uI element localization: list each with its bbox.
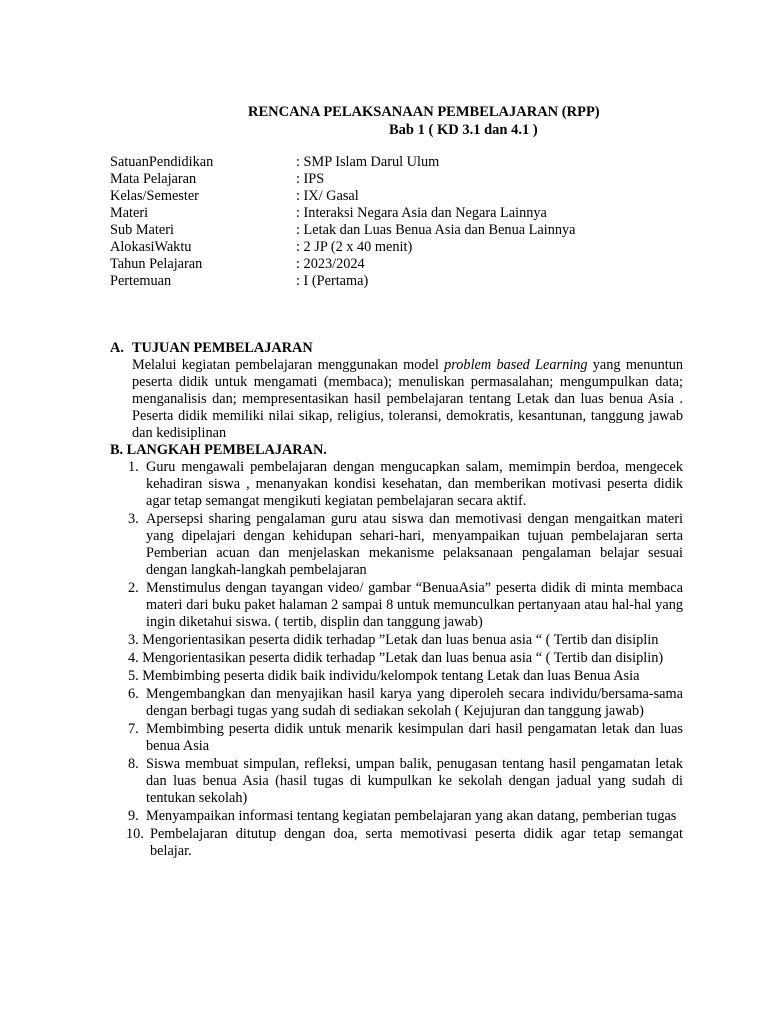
list-item xyxy=(110,511,683,579)
identity-value: : 2023/2024 xyxy=(296,256,365,272)
step-number: 1. xyxy=(128,459,139,475)
step-number: 7. xyxy=(128,721,139,737)
step-number: 5. xyxy=(128,668,139,684)
step-number: 10. xyxy=(126,826,144,842)
section-a-title: TUJUAN PEMBELAJARAN xyxy=(132,340,313,356)
section-tujuan xyxy=(110,340,683,442)
step-text: Mengembangkan dan menyajikan hasil karya yang diperoleh secara individu/bersama-sama dengan berbagi tugas yang sudah di sediakan sekolah ( Kejujuran dan tanggung jawab) xyxy=(146,686,683,719)
identity-row xyxy=(110,222,670,239)
list-item xyxy=(110,721,683,755)
step-number: 2. xyxy=(128,580,139,596)
step-text: Pembelajaran ditutup dengan doa, serta memotivasi peserta didik agar tetap semangat belajar. xyxy=(150,826,683,859)
step-number: 3. xyxy=(128,632,139,648)
list-item xyxy=(110,808,683,825)
identity-table xyxy=(110,154,670,290)
step-text: Mengorientasikan peserta didik terhadap ”Letak dan luas benua asia “ ( Tertib dan disiplin) xyxy=(138,650,664,666)
identity-value: : 2 JP (2 x 40 menit) xyxy=(296,239,413,255)
identity-value: : Letak dan Luas Benua Asia dan Benua Lainnya xyxy=(296,222,576,238)
step-list xyxy=(110,459,683,860)
title-line-2: Bab 1 ( KD 3.1 dan 4.1 ) xyxy=(389,122,538,138)
identity-row xyxy=(110,188,670,205)
identity-value: : IPS xyxy=(296,171,325,187)
tujuan-text-end: yang menuntun peserta didik untuk mengamati (membaca); menuliskan permasalahan; mengumpulkan data; menganalisis dan; mempresentasikan hasil pembelajaran tentang Letak dan luas benua Asia . Peserta didik memiliki nilai sikap, religius, toleransi, demokratis, kesantunan, tanggung jawab dan kedisiplinan xyxy=(132,357,683,441)
list-item xyxy=(110,756,683,807)
tujuan-text-start: Melalui kegiatan pembelajaran menggunakan model xyxy=(132,357,445,373)
identity-row xyxy=(110,256,670,273)
identity-value: : I (Pertama) xyxy=(296,273,369,289)
step-number: 6. xyxy=(128,686,139,702)
list-item xyxy=(110,632,683,649)
identity-row xyxy=(110,171,670,188)
step-text: Membimbing peserta didik baik individu/kelompok tentang Letak dan luas Benua Asia xyxy=(138,668,640,684)
section-b-heading: B. LANGKAH PEMBELAJARAN. xyxy=(110,442,327,458)
identity-key: Pertemuan xyxy=(110,273,172,289)
list-item xyxy=(110,826,683,860)
section-a-heading xyxy=(110,340,683,357)
step-text: Guru mengawali pembelajaran dengan mengucapkan salam, memimpin berdoa, mengecek kehadiran siswa , menanyakan kondisi kesehatan, dan memberikan motivasi peserta didik agar tetap semangat mengikuti kegiatan pembelajaran secara aktif. xyxy=(146,459,683,509)
identity-row xyxy=(110,239,670,256)
step-text: Menstimulus dengan tayangan video/ gambar “BenuaAsia” peserta didik di minta membaca materi dari buku paket halaman 2 sampai 8 untuk memunculkan pertanyaan atau hal-hal yang ingin diketahui siswa. ( tertib, displin dan tanggung jawab) xyxy=(146,580,683,630)
list-item xyxy=(110,580,683,631)
identity-key: Tahun Pelajaran xyxy=(110,256,203,272)
step-text: Apersepsi sharing pengalaman guru atau siswa dan memotivasi dengan mengaitkan materi yang dipelajari dengan kehidupan sehari-hari, menyampaikan tujuan pembelajaran serta Pemberian acuan dan menjelaskan mekanisme pelaksanaan pengalaman belajar sesuai dengan langkah-langkah pembelajaran xyxy=(146,511,683,578)
section-a-letter: A. xyxy=(110,340,124,356)
identity-value: : Interaksi Negara Asia dan Negara Lainnya xyxy=(296,205,547,221)
list-item xyxy=(110,650,683,667)
list-item xyxy=(110,686,683,720)
identity-row xyxy=(110,205,670,222)
identity-key: SatuanPendidikan xyxy=(110,154,214,170)
tujuan-model-name: problem based Learning xyxy=(444,357,588,373)
step-text: Menyampaikan informasi tentang kegiatan pembelajaran yang akan datang, pemberian tugas xyxy=(146,808,677,824)
step-number: 3. xyxy=(128,511,139,527)
step-number: 8. xyxy=(128,756,139,772)
identity-value: : SMP Islam Darul Ulum xyxy=(296,154,440,170)
step-number: 4. xyxy=(128,650,139,666)
identity-key: Kelas/Semester xyxy=(110,188,199,204)
section-langkah xyxy=(110,442,683,861)
title-line-1: RENCANA PELAKSANAAN PEMBELAJARAN (RPP) xyxy=(248,104,600,120)
step-text: Membimbing peserta didik untuk menarik kesimpulan dari hasil pengamatan letak dan luas benua Asia xyxy=(146,721,683,754)
step-text: Mengorientasikan peserta didik terhadap ”Letak dan luas benua asia “ ( Tertib dan disiplin xyxy=(138,632,659,648)
list-item xyxy=(110,459,683,510)
identity-key: Mata Pelajaran xyxy=(110,171,197,187)
identity-row xyxy=(110,154,670,171)
tujuan-paragraph xyxy=(132,357,683,442)
list-item xyxy=(110,668,683,685)
identity-key: Sub Materi xyxy=(110,222,174,238)
identity-key: Materi xyxy=(110,205,149,221)
step-number: 9. xyxy=(128,808,139,824)
step-text: Siswa membuat simpulan, refleksi, umpan balik, penugasan tentang hasil pengamatan letak dan luas benua Asia (hasil tugas di kumpulkan ke sekolah dengan jadual yang sudah di tentukan sekolah) xyxy=(146,756,683,806)
identity-key: AlokasiWaktu xyxy=(110,239,192,255)
identity-row xyxy=(110,273,670,290)
identity-value: : IX/ Gasal xyxy=(296,188,359,204)
